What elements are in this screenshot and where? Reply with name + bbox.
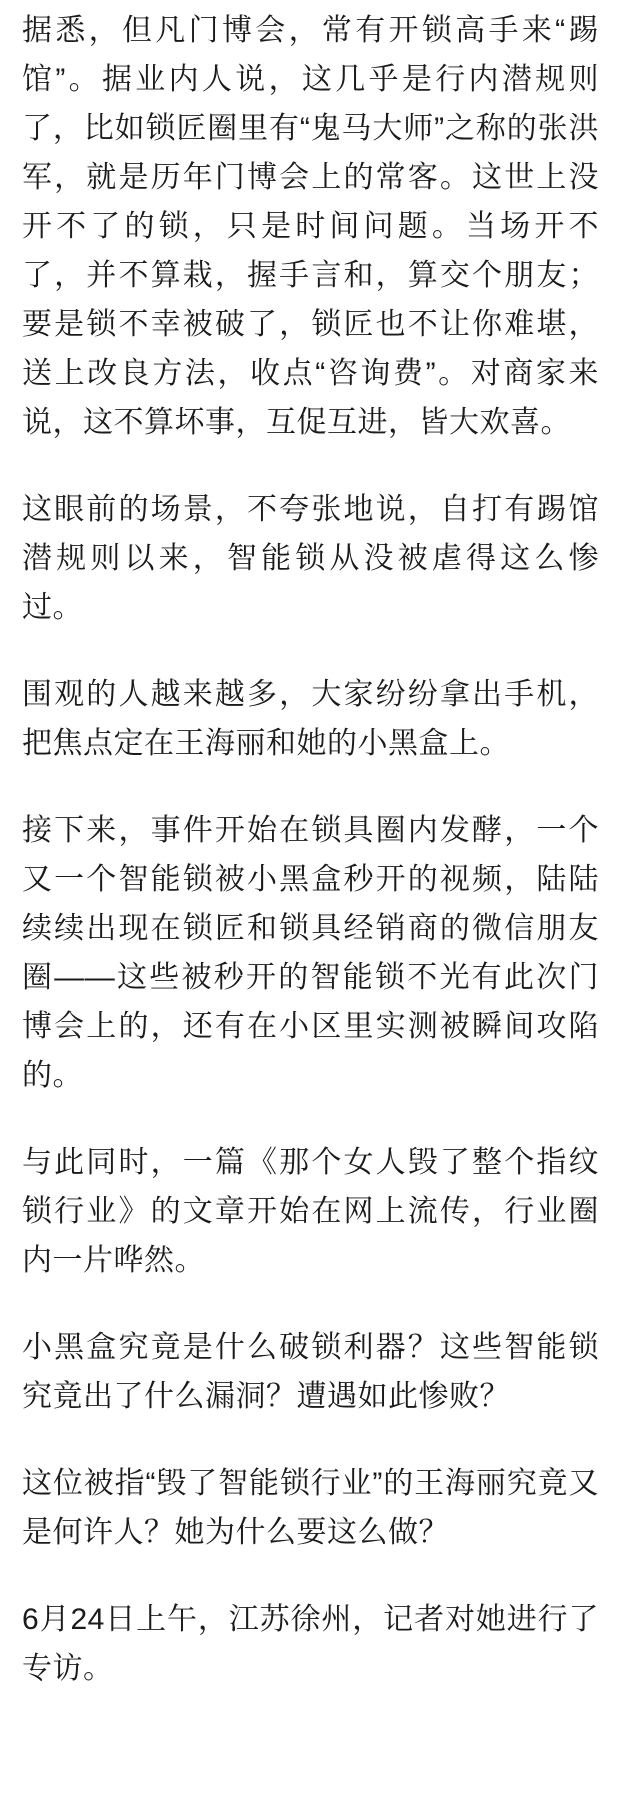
paragraph: 6月24日上午，江苏徐州，记者对她进行了专访。 xyxy=(22,1603,599,1685)
paragraph: 接下来，事件开始在锁具圈内发酵，一个又一个智能锁被小黑盒秒开的视频，陆陆续续出现在锁匠和锁具经销商的微信朋友圈——这些被秒开的智能锁不光有此次门博会上的，还有在小区里实测被瞬间攻陷的。 xyxy=(22,814,599,1092)
paragraph: 这眼前的场景，不夸张地说，自打有踢馆潜规则以来，智能锁从没被虐得这么惨过。 xyxy=(22,493,599,624)
paragraph: 据悉，但凡门博会，常有开锁高手来“踢馆”。据业内人说，这几乎是行内潜规则了，比如锁匠圈里有“鬼马大师”之称的张洪军，就是历年门博会上的常客。这世上没开不了的锁，只是时间问题。当场开不了，并不算栽，握手言和，算交个朋友；要是锁不幸被破了，锁匠也不让你难堪，送上改良方法，收点“咨询费”。对商家来说，这不算坏事，互促互进，皆大欢喜。 xyxy=(22,14,599,439)
paragraph: 与此同时，一篇《那个女人毁了整个指纹锁行业》的文章开始在网上流传，行业圈内一片哗然。 xyxy=(22,1146,599,1277)
paragraph: 围观的人越来越多，大家纷纷拿出手机，把焦点定在王海丽和她的小黑盒上。 xyxy=(22,678,599,760)
paragraph: 小黑盒究竟是什么破锁利器？这些智能锁究竟出了什么漏洞？遭遇如此惨败？ xyxy=(22,1331,599,1413)
paragraph: 这位被指“毁了智能锁行业”的王海丽究竟又是何许人？她为什么要这么做？ xyxy=(22,1467,599,1549)
